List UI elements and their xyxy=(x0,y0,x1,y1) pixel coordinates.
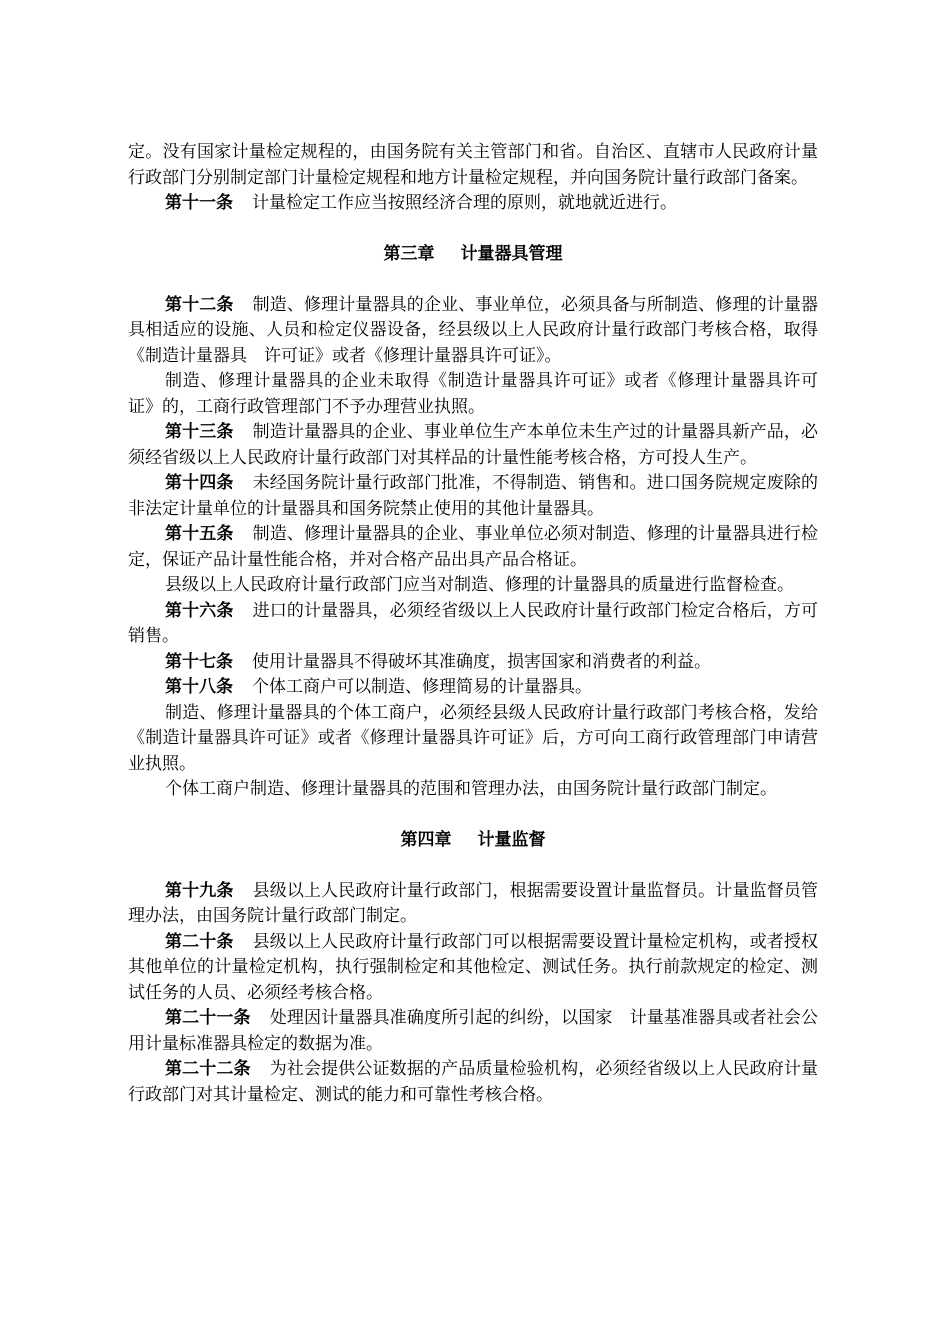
chapter-heading-4 xyxy=(128,827,818,853)
paragraph xyxy=(128,369,818,420)
article-14 xyxy=(128,471,818,522)
article-13 xyxy=(128,420,818,471)
chapter-number: 第三章 xyxy=(383,243,435,264)
chapter-title: 计量监督 xyxy=(477,829,546,850)
article-text: 进口的计量器具，必须经省级以上人民政府计量行政部门检定合格后，方可销售。 xyxy=(128,600,819,646)
article-text: 未经国务院计量行政部门批准，不得制造、销售和。进口国务院规定废除的非法定计量单位的计量器具和国务院禁止使用的其他计量器具。 xyxy=(128,473,819,519)
article-text: 为社会提供公证数据的产品质量检验机构，必须经省级以上人民政府计量行政部门对其计量检定、测试的能力和可靠性考核合格。 xyxy=(128,1059,819,1105)
article-text: 个体工商户可以制造、修理简易的计量器具。 xyxy=(252,677,592,697)
article-text: 计量检定工作应当按照经济合理的原则，就地就近进行。 xyxy=(252,193,677,213)
paragraph-text: 制造、修理计量器具的个体工商户，必须经县级人民政府计量行政部门考核合格，发给《制造计量器具许可证》或者《修理计量器具许可证》后，方可向工商行政管理部门申请营业执照。 xyxy=(128,702,818,774)
paragraph xyxy=(128,701,818,778)
article-17 xyxy=(128,650,818,676)
paragraph-text: 制造、修理计量器具的企业未取得《制造计量器具许可证》或者《修理计量器具许可证》的，工商行政管理部门不予办理营业执照。 xyxy=(128,371,818,417)
article-label: 第十八条 xyxy=(165,677,233,697)
article-label: 第十五条 xyxy=(165,524,234,544)
article-18 xyxy=(128,675,818,701)
article-label: 第十四条 xyxy=(165,473,234,493)
article-label: 第二十条 xyxy=(165,931,234,952)
article-21 xyxy=(128,1006,818,1057)
article-label: 第二十二条 xyxy=(165,1059,251,1079)
article-text: 县级以上人民政府计量行政部门可以根据需要设置计量检定机构，或者授权其他单位的计量检定机构，执行强制检定和其他检定、测试任务。执行前款规定的检定、测试任务的人员、必须经考核合格。 xyxy=(128,931,819,1003)
article-text: 处理因计量器具准确度所引起的纠纷，以国家 计量基准器具或者社会公用计量标准器具检定的数据为准。 xyxy=(128,1008,819,1054)
article-text: 县级以上人民政府计量行政部门，根据需要设置计量监督员。计量监督员管理办法，由国务院计量行政部门制定。 xyxy=(128,880,819,926)
article-15 xyxy=(128,522,818,573)
article-label: 第十一条 xyxy=(165,193,233,213)
article-12 xyxy=(128,293,818,370)
article-22 xyxy=(128,1057,818,1108)
document-page xyxy=(128,140,818,1108)
chapter-number: 第四章 xyxy=(400,829,452,850)
paragraph xyxy=(128,777,818,803)
article-text: 制造、修理计量器具的企业、事业单位必须对制造、修理的计量器具进行检定，保证产品计量性能合格，并对合格产品出具产品合格证。 xyxy=(128,524,819,570)
paragraph-text: 个体工商户制造、修理计量器具的范围和管理办法，由国务院计量行政部门制定。 xyxy=(165,779,777,799)
article-20 xyxy=(128,930,818,1007)
article-text: 制造、修理计量器具的企业、事业单位，必须具备与所制造、修理的计量器具相适应的设施、人员和检定仪器设备，经县级以上人民政府计量行政部门考核合格，取得《制造计量器具 许可证》或者《修理计量器具许可证》。 xyxy=(128,294,819,366)
article-16 xyxy=(128,599,818,650)
paragraph-text: 定。没有国家计量检定规程的，由国务院有关主管部门和省。自治区、直辖市人民政府计量行政部门分别制定部门计量检定规程和地方计量检定规程，并向国务院计量行政部门备案。 xyxy=(128,142,818,188)
article-label: 第二十一条 xyxy=(165,1008,251,1028)
paragraph-text: 县级以上人民政府计量行政部门应当对制造、修理的计量器具的质量进行监督检查。 xyxy=(165,575,794,595)
article-label: 第十二条 xyxy=(165,294,234,315)
article-text: 制造计量器具的企业、事业单位生产本单位未生产过的计量器具新产品，必须经省级以上人民政府计量行政部门对其样品的计量性能考核合格，方可投人生产。 xyxy=(128,422,819,468)
paragraph xyxy=(128,573,818,599)
article-19 xyxy=(128,879,818,930)
article-label: 第十七条 xyxy=(165,651,233,672)
paragraph xyxy=(128,140,818,191)
article-label: 第十三条 xyxy=(165,422,234,442)
article-11 xyxy=(128,191,818,217)
chapter-title: 计量器具管理 xyxy=(460,243,563,264)
article-label: 第十九条 xyxy=(165,880,234,901)
article-text: 使用计量器具不得破坏其准确度，损害国家和消费者的利益。 xyxy=(252,651,711,672)
article-label: 第十六条 xyxy=(165,600,234,621)
chapter-heading-3 xyxy=(128,241,818,267)
